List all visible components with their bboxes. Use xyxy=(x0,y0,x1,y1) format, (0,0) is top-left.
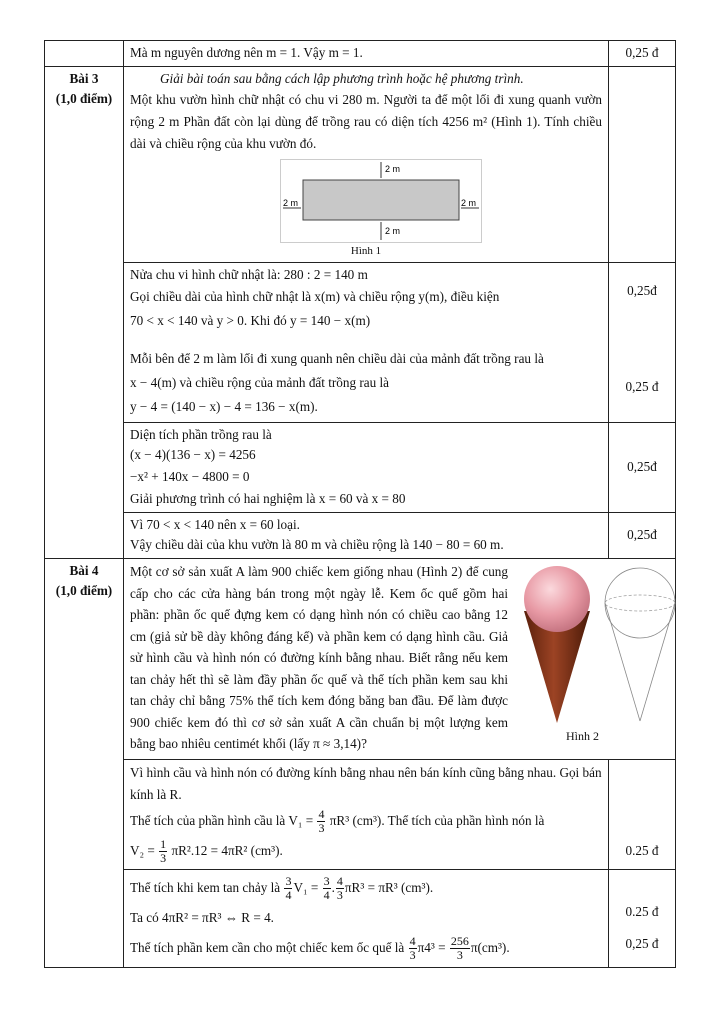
fraction: $\frac{3}{4}$ xyxy=(323,874,330,903)
cone-right-edge xyxy=(640,603,675,721)
fraction: $\frac{4}{3}$ xyxy=(336,874,343,903)
step-line: x − 4(m) và chiều rộng của mảnh đất trồng rau là xyxy=(130,375,390,390)
table-row xyxy=(45,760,676,870)
table-row xyxy=(45,41,676,67)
right-width-label: 2 m xyxy=(461,198,477,208)
problem-statement xyxy=(124,67,609,263)
score-value: 0,25 đ xyxy=(625,936,659,951)
fraction: $\frac{4}{3}$ xyxy=(409,934,416,963)
formula-text: πR².12 = 4πR² (cm³). xyxy=(171,843,283,858)
problem-number: Bài 3 xyxy=(69,71,99,86)
formula-text: πR³ (cm³). Thể tích của phần hình nón là xyxy=(329,813,545,828)
formula-text: π(cm³). xyxy=(470,940,510,955)
ice-cream-illustration xyxy=(512,563,682,733)
score-cell xyxy=(609,263,676,423)
solution-step xyxy=(124,263,609,423)
solution-step xyxy=(124,760,609,870)
step-line: Thể tích khi kem tan chảy là $\frac{3}{4}$ V₁ = $\frac{3}{4}$ . $\frac{4}{3}$ πR³ = πR³ (cm³). xyxy=(130,874,434,903)
left-width-label: 2 m xyxy=(283,198,299,208)
score-value: 0,25 đ xyxy=(625,379,659,394)
problem-heading: Giải bài toán sau bằng cách lập phương trình hoặc hệ phương trình. xyxy=(160,71,524,86)
score-cell: 0,25đ xyxy=(609,423,676,513)
figure-2 xyxy=(508,561,671,756)
sphere-equator xyxy=(605,595,675,611)
sphere-outline xyxy=(605,568,675,638)
problem-label xyxy=(45,67,124,559)
cone-left-edge xyxy=(605,603,640,721)
table-row xyxy=(45,513,676,559)
table-row xyxy=(45,423,676,513)
problem-statement xyxy=(124,559,676,760)
formula-text: Thể tích khi kem tan chảy là xyxy=(130,880,281,895)
step-line: Vì hình cầu và hình nón có đường kính bằng nhau nên bán kính cũng bằng nhau. Gọi bán kính là R. xyxy=(130,765,602,802)
vegetable-plot xyxy=(303,180,459,220)
step-line xyxy=(130,806,602,836)
score-cell: 0,25đ xyxy=(609,513,676,559)
fraction: $\frac{256}{3}$ xyxy=(450,934,469,963)
step-line xyxy=(130,836,602,866)
formula-text: V₂ = xyxy=(130,843,155,858)
step-line: −x² + 140x − 4800 = 0 xyxy=(130,469,250,484)
score-value: 0.25 đ xyxy=(625,904,659,919)
top-width-label: 2 m xyxy=(385,164,401,174)
figure-caption: Hình 1 xyxy=(350,245,382,257)
step-line: Giải phương trình có hai nghiệm là x = 60 và x = 80 xyxy=(130,491,406,506)
score-cell: 0.25 đ xyxy=(609,760,676,870)
garden-diagram xyxy=(281,160,481,242)
figure-1 xyxy=(280,159,482,243)
table-row xyxy=(45,67,676,263)
step-line: Vì 70 < x < 140 nên x = 60 loại. xyxy=(130,517,300,532)
problem-text: Một cơ sở sản xuất A làm 900 chiếc kem giống nhau (Hình 2) để cung cấp cho các cửa hàng bán trong một ngày lễ. Kem ốc quế gồm hai phần: phần ốc quế đựng kem có dạng hình nón có chiều cao bằng 12 cm (giả sử bề dày không đáng kể) và phần kem có dạng hình cầu. Giả sử hình cầu và hình nón có đường kính bằng nhau. Biết rằng nếu kem tan chảy hết thì sẽ làm đầy phần ốc quế và thể tích phần kem sau khi tan chảy chỉ bằng 75% thể tích kem đóng băng ban đầu. Để làm được 900 chiếc kem đó thì cơ sở sản xuất A cần chuẩn bị một lượng kem bằng bao nhiêu centimét khối (lấy π ≈ 3,14)? xyxy=(130,564,508,751)
table-row xyxy=(45,870,676,968)
score-cell xyxy=(609,870,676,968)
score-value: 0,25đ xyxy=(627,283,657,298)
figure-caption: Hình 2 xyxy=(566,729,599,743)
step-line: Mỗi bên để 2 m làm lối đi xung quanh nên chiều dài của mảnh đất trồng rau là xyxy=(130,351,544,366)
problem-points: (1,0 điểm) xyxy=(55,583,113,598)
formula-text: π4³ = xyxy=(417,940,446,955)
solution-step xyxy=(124,513,609,559)
step-line: 70 < x < 140 và y > 0. Khi đó y = 140 − x(m) xyxy=(130,313,371,328)
step-line: Gọi chiều dài của hình chữ nhật là x(m) và chiều rộng y(m), điều kiện xyxy=(130,289,500,304)
solution-step xyxy=(124,423,609,513)
step-line xyxy=(130,932,602,964)
solution-step xyxy=(124,870,609,968)
bottom-width-label: 2 m xyxy=(385,226,401,236)
step-line: Ta có 4πR² = πR³ ⇔ R = 4. xyxy=(130,910,274,925)
problem-text: Một khu vườn hình chữ nhật có chu vi 280 m. Người ta để một lối đi xung quanh vườn rộng 2 m Phần đất còn lại dùng để trồng rau có diện tích 4256 m² (Hình 1). Tính chiều dài và chiều rộng của khu vườn đó. xyxy=(130,92,602,151)
fraction: $\frac{4}{3}$ xyxy=(318,807,325,836)
formula-text: πR³ = πR³ (cm³). xyxy=(344,880,434,895)
problem-number: Bài 4 xyxy=(69,563,99,578)
score-cell: 0,25 đ xyxy=(609,41,676,67)
answer-table xyxy=(44,40,676,968)
step-line: Vậy chiều dài của khu vườn là 80 m và chiều rộng là 140 − 80 = 60 m. xyxy=(130,537,504,552)
row0-text: Mà m nguyên dương nên m = 1. Vậy m = 1. xyxy=(124,41,609,67)
step-line: (x − 4)(136 − x) = 4256 xyxy=(130,447,256,462)
formula-text: V₁ = xyxy=(293,880,319,895)
step-line: Nửa chu vi hình chữ nhật là: 280 : 2 = 140 m xyxy=(130,267,368,282)
ice-cream-ball xyxy=(524,566,590,632)
formula-text: Thể tích của phần hình cầu là V₁ = xyxy=(130,813,314,828)
formula-text: Thể tích phần kem cần cho một chiếc kem ốc quế là xyxy=(130,940,405,955)
table-row xyxy=(45,559,676,760)
problem-label xyxy=(45,559,124,968)
fraction: $\frac{3}{4}$ xyxy=(285,874,292,903)
step-line: y − 4 = (140 − x) − 4 = 136 − x(m). xyxy=(130,399,318,414)
problem-points: (1,0 điểm) xyxy=(55,91,113,106)
step-line: Diện tích phần trồng rau là xyxy=(130,427,272,442)
fraction: $\frac{1}{3}$ xyxy=(160,837,167,866)
table-row xyxy=(45,263,676,423)
